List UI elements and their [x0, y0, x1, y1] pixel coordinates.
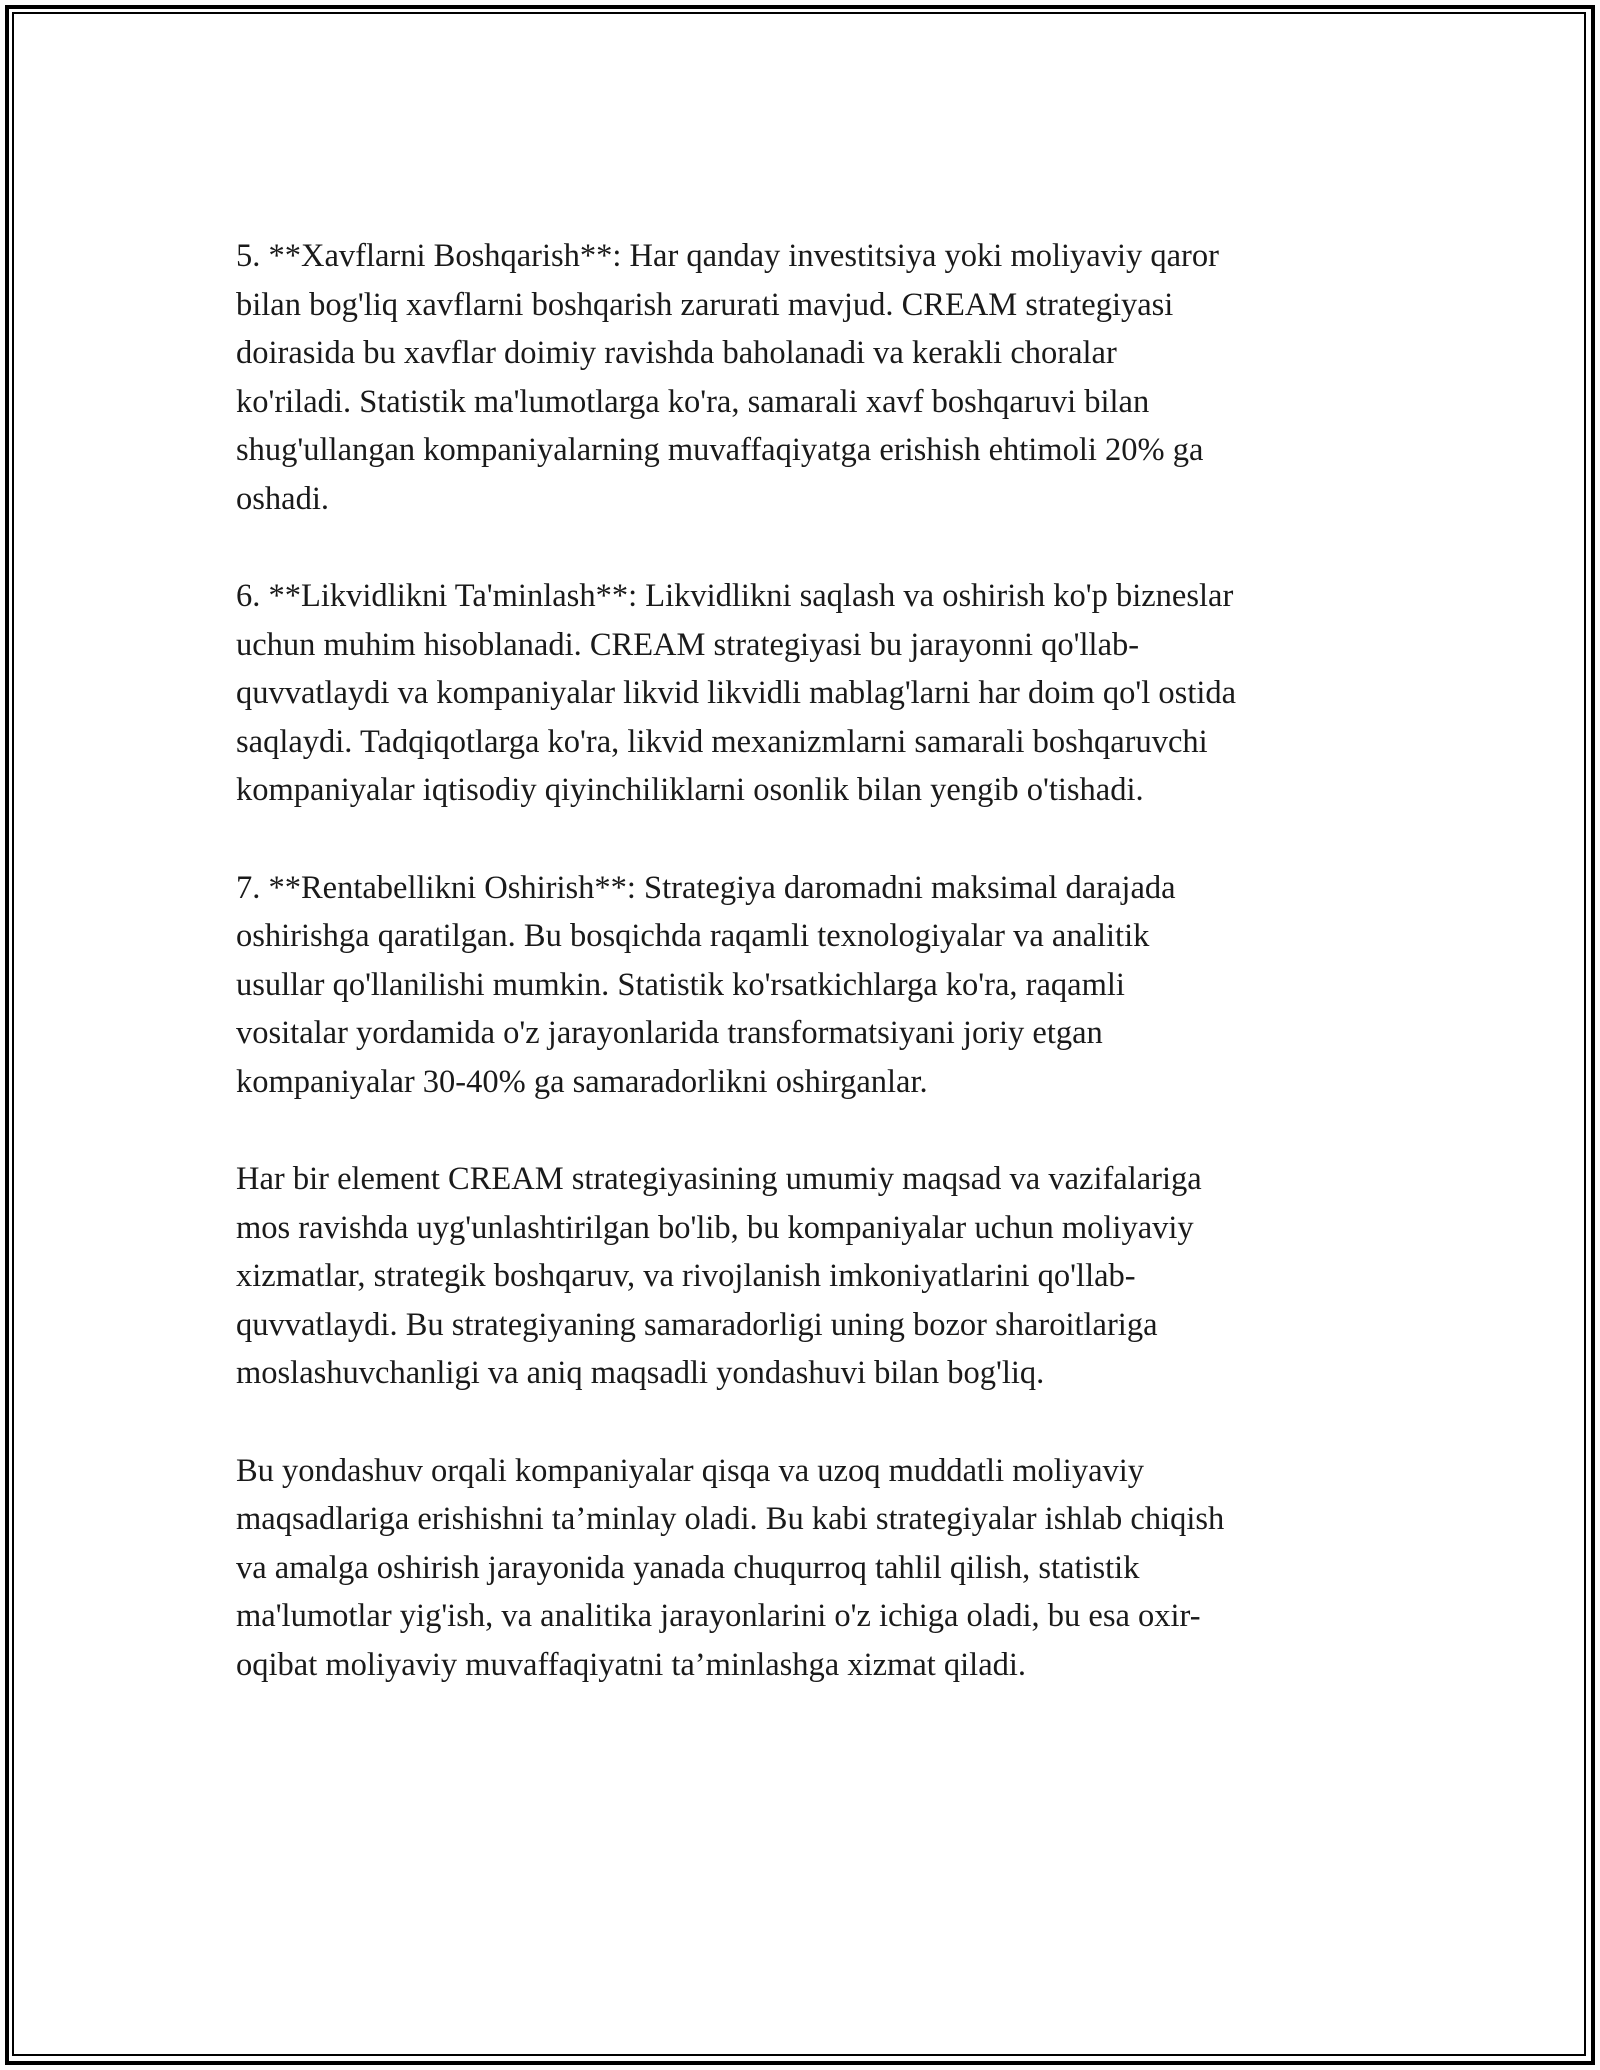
text-line: oshadi. [236, 480, 329, 517]
text-line: va amalga oshirish jarayonida yanada chuqurroq tahlil qilish, statistik [236, 1549, 1140, 1586]
text-line: Har bir element CREAM strategiyasining umumiy maqsad va vazifalariga [236, 1161, 1202, 1197]
text-line: 5. **Xavflarni Boshqarish**: Har qanday investitsiya yoki moliyaviy qaror [236, 238, 1219, 274]
text-line: ko'riladi. Statistik ma'lumotlarga ko'ra, samarali xavf boshqaruvi bilan [236, 383, 1150, 420]
text-line: oqibat moliyaviy muvaffaqiyatni ta’minlashga xizmat qiladi. [236, 1646, 1027, 1683]
text-line: uchun muhim hisoblanadi. CREAM strategiyasi bu jarayonni qo'llab- [236, 626, 1140, 663]
text-line: saqlaydi. Tadqiqotlarga ko'ra, likvid mexanizmlarni samarali boshqaruvchi [236, 723, 1208, 760]
text-line: shug'ullangan kompaniyalarning muvaffaqiyatga erishish ehtimoli 20% ga [236, 432, 1204, 468]
paragraph-liquidity [236, 572, 1376, 815]
paragraph-summary [236, 1155, 1376, 1398]
text-line: Bu yondashuv orqali kompaniyalar qisqa va uzoq muddatli moliyaviy [236, 1452, 1145, 1489]
document-body [236, 232, 1376, 1738]
text-line: xizmatlar, strategik boshqaruv, va rivojlanish imkoniyatlarini qo'llab- [236, 1258, 1136, 1294]
text-line: 7. **Rentabellikni Oshirish**: Strategiya daromadni maksimal darajada [236, 869, 1176, 906]
text-line: oshirishga qaratilgan. Bu bosqichda raqamli texnologiyalar va analitik [236, 918, 1150, 954]
text-line: quvvatlaydi. Bu strategiyaning samaradorligi uning bozor sharoitlariga [236, 1306, 1158, 1343]
text-line: vositalar yordamida o'z jarayonlarida transformatsiyani joriy etgan [236, 1015, 1103, 1051]
text-line: ma'lumotlar yig'ish, va analitika jarayonlarini o'z ichiga oladi, bu esa oxir- [236, 1598, 1201, 1634]
text-line: quvvatlaydi va kompaniyalar likvid likvidli mablag'larni har doim qo'l ostida [236, 675, 1237, 711]
text-line: usullar qo'llanilishi mumkin. Statistik ko'rsatkichlarga ko'ra, raqamli [236, 966, 1125, 1003]
text-line: bilan bog'liq xavflarni boshqarish zarurati mavjud. CREAM strategiyasi [236, 286, 1174, 323]
text-line: doirasida bu xavflar doimiy ravishda baholanadi va kerakli choralar [236, 335, 1117, 371]
text-line: maqsadlariga erishishni ta’minlay oladi. Bu kabi strategiyalar ishlab chiqish [236, 1501, 1225, 1537]
text-line: mos ravishda uyg'unlashtirilgan bo'lib, bu kompaniyalar uchun moliyaviy [236, 1209, 1194, 1246]
text-line: moslashuvchanligi va aniq maqsadli yondashuvi bilan bog'liq. [236, 1355, 1045, 1391]
paragraph-profitability [236, 864, 1376, 1107]
text-line: kompaniyalar 30-40% ga samaradorlikni oshirganlar. [236, 1063, 928, 1100]
paragraph-conclusion [236, 1447, 1376, 1690]
paragraph-risk-management [236, 232, 1376, 523]
text-line: 6. **Likvidlikni Ta'minlash**: Likvidlikni saqlash va oshirish ko'p bizneslar [236, 578, 1234, 614]
text-line: kompaniyalar iqtisodiy qiyinchiliklarni osonlik bilan yengib o'tishadi. [236, 772, 1144, 808]
